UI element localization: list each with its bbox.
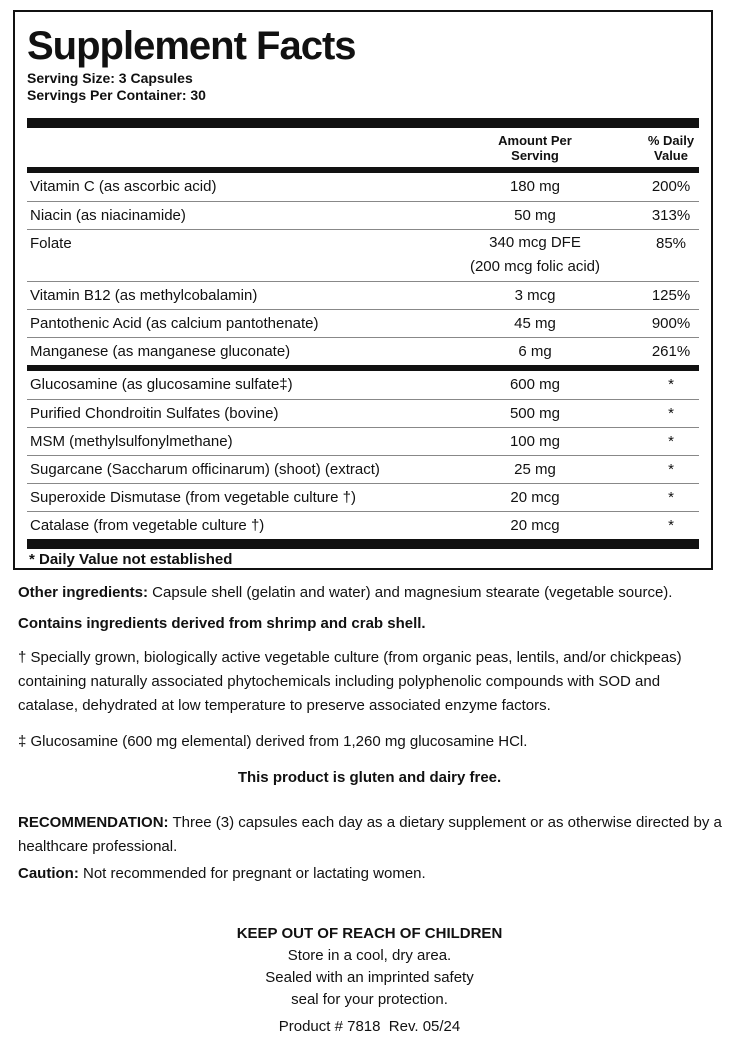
table-row xyxy=(27,371,699,399)
ingredient-amount: 25 mg xyxy=(514,461,556,478)
amount-header-line2: Serving xyxy=(511,148,559,163)
nutrient-name: Vitamin C (as ascorbic acid) xyxy=(30,178,217,195)
caution-text: Not recommended for pregnant or lactating women. xyxy=(78,865,426,882)
ingredient-name: Sugarcane (Saccharum officinarum) (shoot) (extract) xyxy=(30,461,380,478)
nutrient-amount xyxy=(445,231,625,279)
thick-divider xyxy=(27,539,699,549)
nutrient-daily-value: 900% xyxy=(651,315,691,332)
nutrient-daily-value: 313% xyxy=(651,207,691,224)
storage-line-3: seal for your protection. xyxy=(291,991,448,1008)
recommendation-label: RECOMMENDATION: xyxy=(18,814,169,831)
nutrient-amount: 180 mg xyxy=(509,178,561,195)
nutrient-daily-value: 125% xyxy=(651,287,691,304)
ingredient-daily-value: * xyxy=(668,433,674,450)
ingredient-daily-value: * xyxy=(668,405,674,422)
gluten-dairy-free-statement: This product is gluten and dairy free. xyxy=(237,769,502,786)
product-number: Product # 7818 Rev. 05/24 xyxy=(278,1018,461,1035)
table-row xyxy=(27,229,699,281)
dv-header-line1: % Daily xyxy=(647,133,695,148)
table-row xyxy=(27,201,699,229)
table-row xyxy=(27,399,699,427)
ingredient-daily-value: * xyxy=(668,517,674,534)
ingredient-amount: 500 mg xyxy=(509,405,561,422)
folate-amount-line2: (200 mcg folic acid) xyxy=(469,258,601,275)
allergen-statement: Contains ingredients derived from shrimp and crab shell. xyxy=(18,615,426,632)
other-ingredients-label: Other ingredients: xyxy=(18,584,149,601)
table-row xyxy=(27,281,699,309)
ingredient-daily-value: * xyxy=(668,461,674,478)
nutrient-name: Manganese (as manganese gluconate) xyxy=(30,343,291,360)
thick-divider xyxy=(27,118,699,128)
nutrient-name: Folate xyxy=(30,235,72,252)
other-ingredients xyxy=(18,581,723,605)
ingredient-amount: 20 mcg xyxy=(510,517,560,534)
caution xyxy=(18,862,723,886)
storage-line-1: Store in a cool, dry area. xyxy=(287,947,452,964)
caution-label: Caution: xyxy=(18,865,79,882)
other-ingredient-rows xyxy=(27,371,699,539)
table-row xyxy=(27,337,699,365)
daily-value-footnote: * Daily Value not established xyxy=(29,551,233,568)
dagger-note: † Specially grown, biologically active vegetable culture (from organic peas, lentils, and/or chickpeas) containing naturally associated phytochemicals including polyphenolic compounds with SOD and catalase, dehydrated at low temperature to preserve associated enzyme factors. xyxy=(18,649,682,714)
table-row xyxy=(27,511,699,539)
ingredient-name: Superoxide Dismutase (from vegetable culture †) xyxy=(30,489,356,506)
other-ingredients-text: Capsule shell (gelatin and water) and magnesium stearate (vegetable source). xyxy=(148,584,673,601)
double-dagger-note: ‡ Glucosamine (600 mg elemental) derived from 1,260 mg glucosamine HCl. xyxy=(18,733,528,750)
ingredient-daily-value: * xyxy=(668,489,674,506)
nutrient-amount: 50 mg xyxy=(514,207,556,224)
recommendation xyxy=(18,811,723,859)
daily-value-header xyxy=(635,133,707,163)
ingredient-amount: 20 mcg xyxy=(510,489,560,506)
nutrient-daily-value: 261% xyxy=(651,343,691,360)
ingredient-name: Purified Chondroitin Sulfates (bovine) xyxy=(30,405,279,422)
serving-size: Serving Size: 3 Capsules xyxy=(27,70,193,86)
nutrient-daily-value: 85% xyxy=(655,235,687,252)
nutrient-daily-value: 200% xyxy=(651,178,691,195)
storage-line-2: Sealed with an imprinted safety xyxy=(265,969,474,986)
nutrient-amount: 45 mg xyxy=(514,315,556,332)
table-row xyxy=(27,309,699,337)
table-row xyxy=(27,173,699,201)
recommendation-text: Three (3) capsules each day as a dietary supplement or as otherwise directed by a healthcare professional. xyxy=(18,814,722,855)
nutrient-name: Niacin (as niacinamide) xyxy=(30,207,186,224)
servings-per-container: Servings Per Container: 30 xyxy=(27,87,206,103)
nutrient-amount: 6 mg xyxy=(518,343,552,360)
folate-amount-line1: 340 mcg DFE xyxy=(489,234,581,251)
column-header-row xyxy=(27,128,699,167)
nutrient-name: Pantothenic Acid (as calcium pantothenate) xyxy=(30,315,319,332)
ingredient-amount: 600 mg xyxy=(509,376,561,393)
amount-per-serving-header xyxy=(470,133,600,163)
ingredient-daily-value: * xyxy=(668,376,674,393)
ingredient-name: MSM (methylsulfonylmethane) xyxy=(30,433,233,450)
table-row xyxy=(27,427,699,455)
table-row xyxy=(27,455,699,483)
ingredient-name: Glucosamine (as glucosamine sulfate‡) xyxy=(30,376,293,393)
supplement-facts-panel xyxy=(13,10,713,570)
ingredient-amount: 100 mg xyxy=(509,433,561,450)
panel-title: Supplement Facts xyxy=(27,24,356,68)
dv-header-line2: Value xyxy=(654,148,688,163)
nutrient-name: Vitamin B12 (as methylcobalamin) xyxy=(30,287,258,304)
keep-out-warning: KEEP OUT OF REACH OF CHILDREN xyxy=(236,925,503,942)
amount-header-line1: Amount Per xyxy=(498,133,572,148)
ingredient-name: Catalase (from vegetable culture †) xyxy=(30,517,265,534)
nutrient-amount: 3 mcg xyxy=(514,287,556,304)
table-row xyxy=(27,483,699,511)
vitamin-rows xyxy=(27,173,699,365)
